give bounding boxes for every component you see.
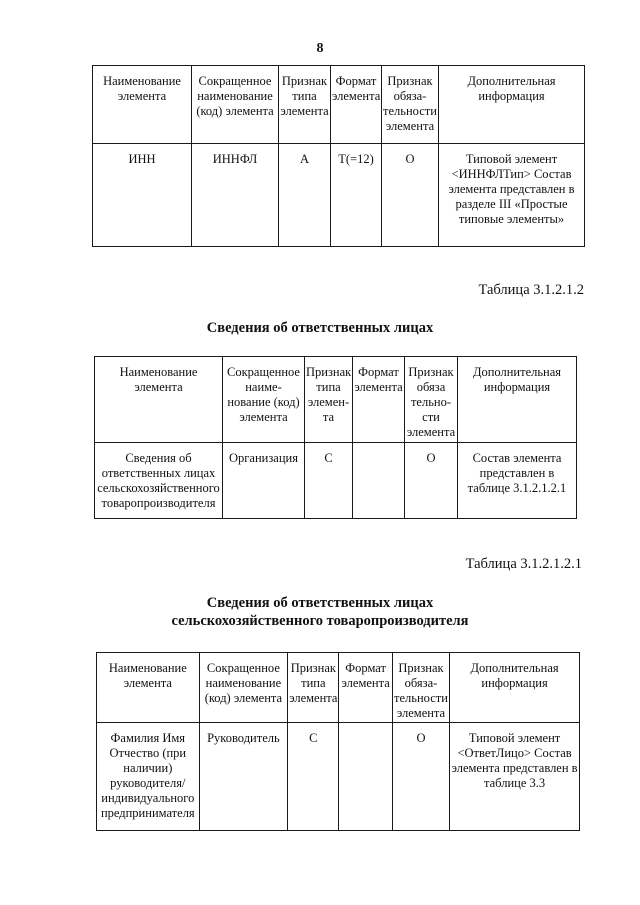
header-name: Наименование элемента xyxy=(93,66,192,144)
cell-code: ИННФЛ xyxy=(192,144,279,247)
cell-type: С xyxy=(305,443,353,519)
table-row xyxy=(93,144,585,247)
table-header-row xyxy=(97,653,580,723)
table-row xyxy=(95,443,577,519)
header-name: Наименование элемента xyxy=(95,357,223,443)
header-info: Дополнительная информация xyxy=(450,653,580,723)
cell-name: ИНН xyxy=(93,144,192,247)
cell-type: С xyxy=(288,723,339,831)
header-format: Формат элемента xyxy=(331,66,382,144)
header-mandatory: Признак обяза-тельности элемента xyxy=(382,66,439,144)
table-inn xyxy=(92,65,585,247)
cell-mandatory: О xyxy=(382,144,439,247)
cell-name: Фамилия Имя Отчество (при наличии) руководителя/ индивидуального предпринимателя xyxy=(97,723,200,831)
cell-type: А xyxy=(279,144,331,247)
page-number: 8 xyxy=(316,41,324,56)
cell-format xyxy=(353,443,405,519)
table-title: Сведения об ответственных лицах сельскохозяйственного товаропроизводителя xyxy=(171,595,469,629)
table-caption: Таблица 3.1.2.1.2.1 xyxy=(465,556,582,572)
table-title: Сведения об ответственных лицах xyxy=(206,320,434,336)
table-header-row xyxy=(93,66,585,144)
cell-format: T(=12) xyxy=(331,144,382,247)
header-name: Наименование элемента xyxy=(97,653,200,723)
cell-format xyxy=(339,723,392,831)
header-code: Сокращенное наименование (код) элемента xyxy=(199,653,288,723)
header-mandatory: Признак обяза тельно-сти элемента xyxy=(405,357,458,443)
cell-info: Типовой элемент <ИННФЛТип> Состав элемента представлен в разделе III «Простые типовые элементы» xyxy=(439,144,585,247)
header-type: Признак типа элемента xyxy=(288,653,339,723)
header-mandatory: Признак обяза-тельности элемента xyxy=(392,653,449,723)
header-format: Формат элемента xyxy=(353,357,405,443)
table-row xyxy=(97,723,580,831)
header-code: Сокращенное наиме-нование (код) элемента xyxy=(223,357,305,443)
header-info: Дополнительная информация xyxy=(439,66,585,144)
header-type: Признак типа элемента xyxy=(279,66,331,144)
header-format: Формат элемента xyxy=(339,653,392,723)
table-responsible-persons-producer xyxy=(96,652,580,831)
cell-info: Состав элемента представлен в таблице 3.1.2.1.2.1 xyxy=(458,443,577,519)
cell-code: Организация xyxy=(223,443,305,519)
header-code: Сокращенное наименование (код) элемента xyxy=(192,66,279,144)
table-header-row xyxy=(95,357,577,443)
table-responsible-persons xyxy=(94,356,577,519)
table-caption: Таблица 3.1.2.1.2 xyxy=(478,282,584,298)
header-info: Дополнительная информация xyxy=(458,357,577,443)
cell-info: Типовой элемент <ОтветЛицо> Состав элемента представлен в таблице 3.3 xyxy=(450,723,580,831)
cell-mandatory: О xyxy=(392,723,449,831)
cell-code: Руководитель xyxy=(199,723,288,831)
header-type: Признак типа элемен-та xyxy=(305,357,353,443)
cell-name: Сведения об ответственных лицах сельскохозяйственного товаропроизводителя xyxy=(95,443,223,519)
cell-mandatory: О xyxy=(405,443,458,519)
